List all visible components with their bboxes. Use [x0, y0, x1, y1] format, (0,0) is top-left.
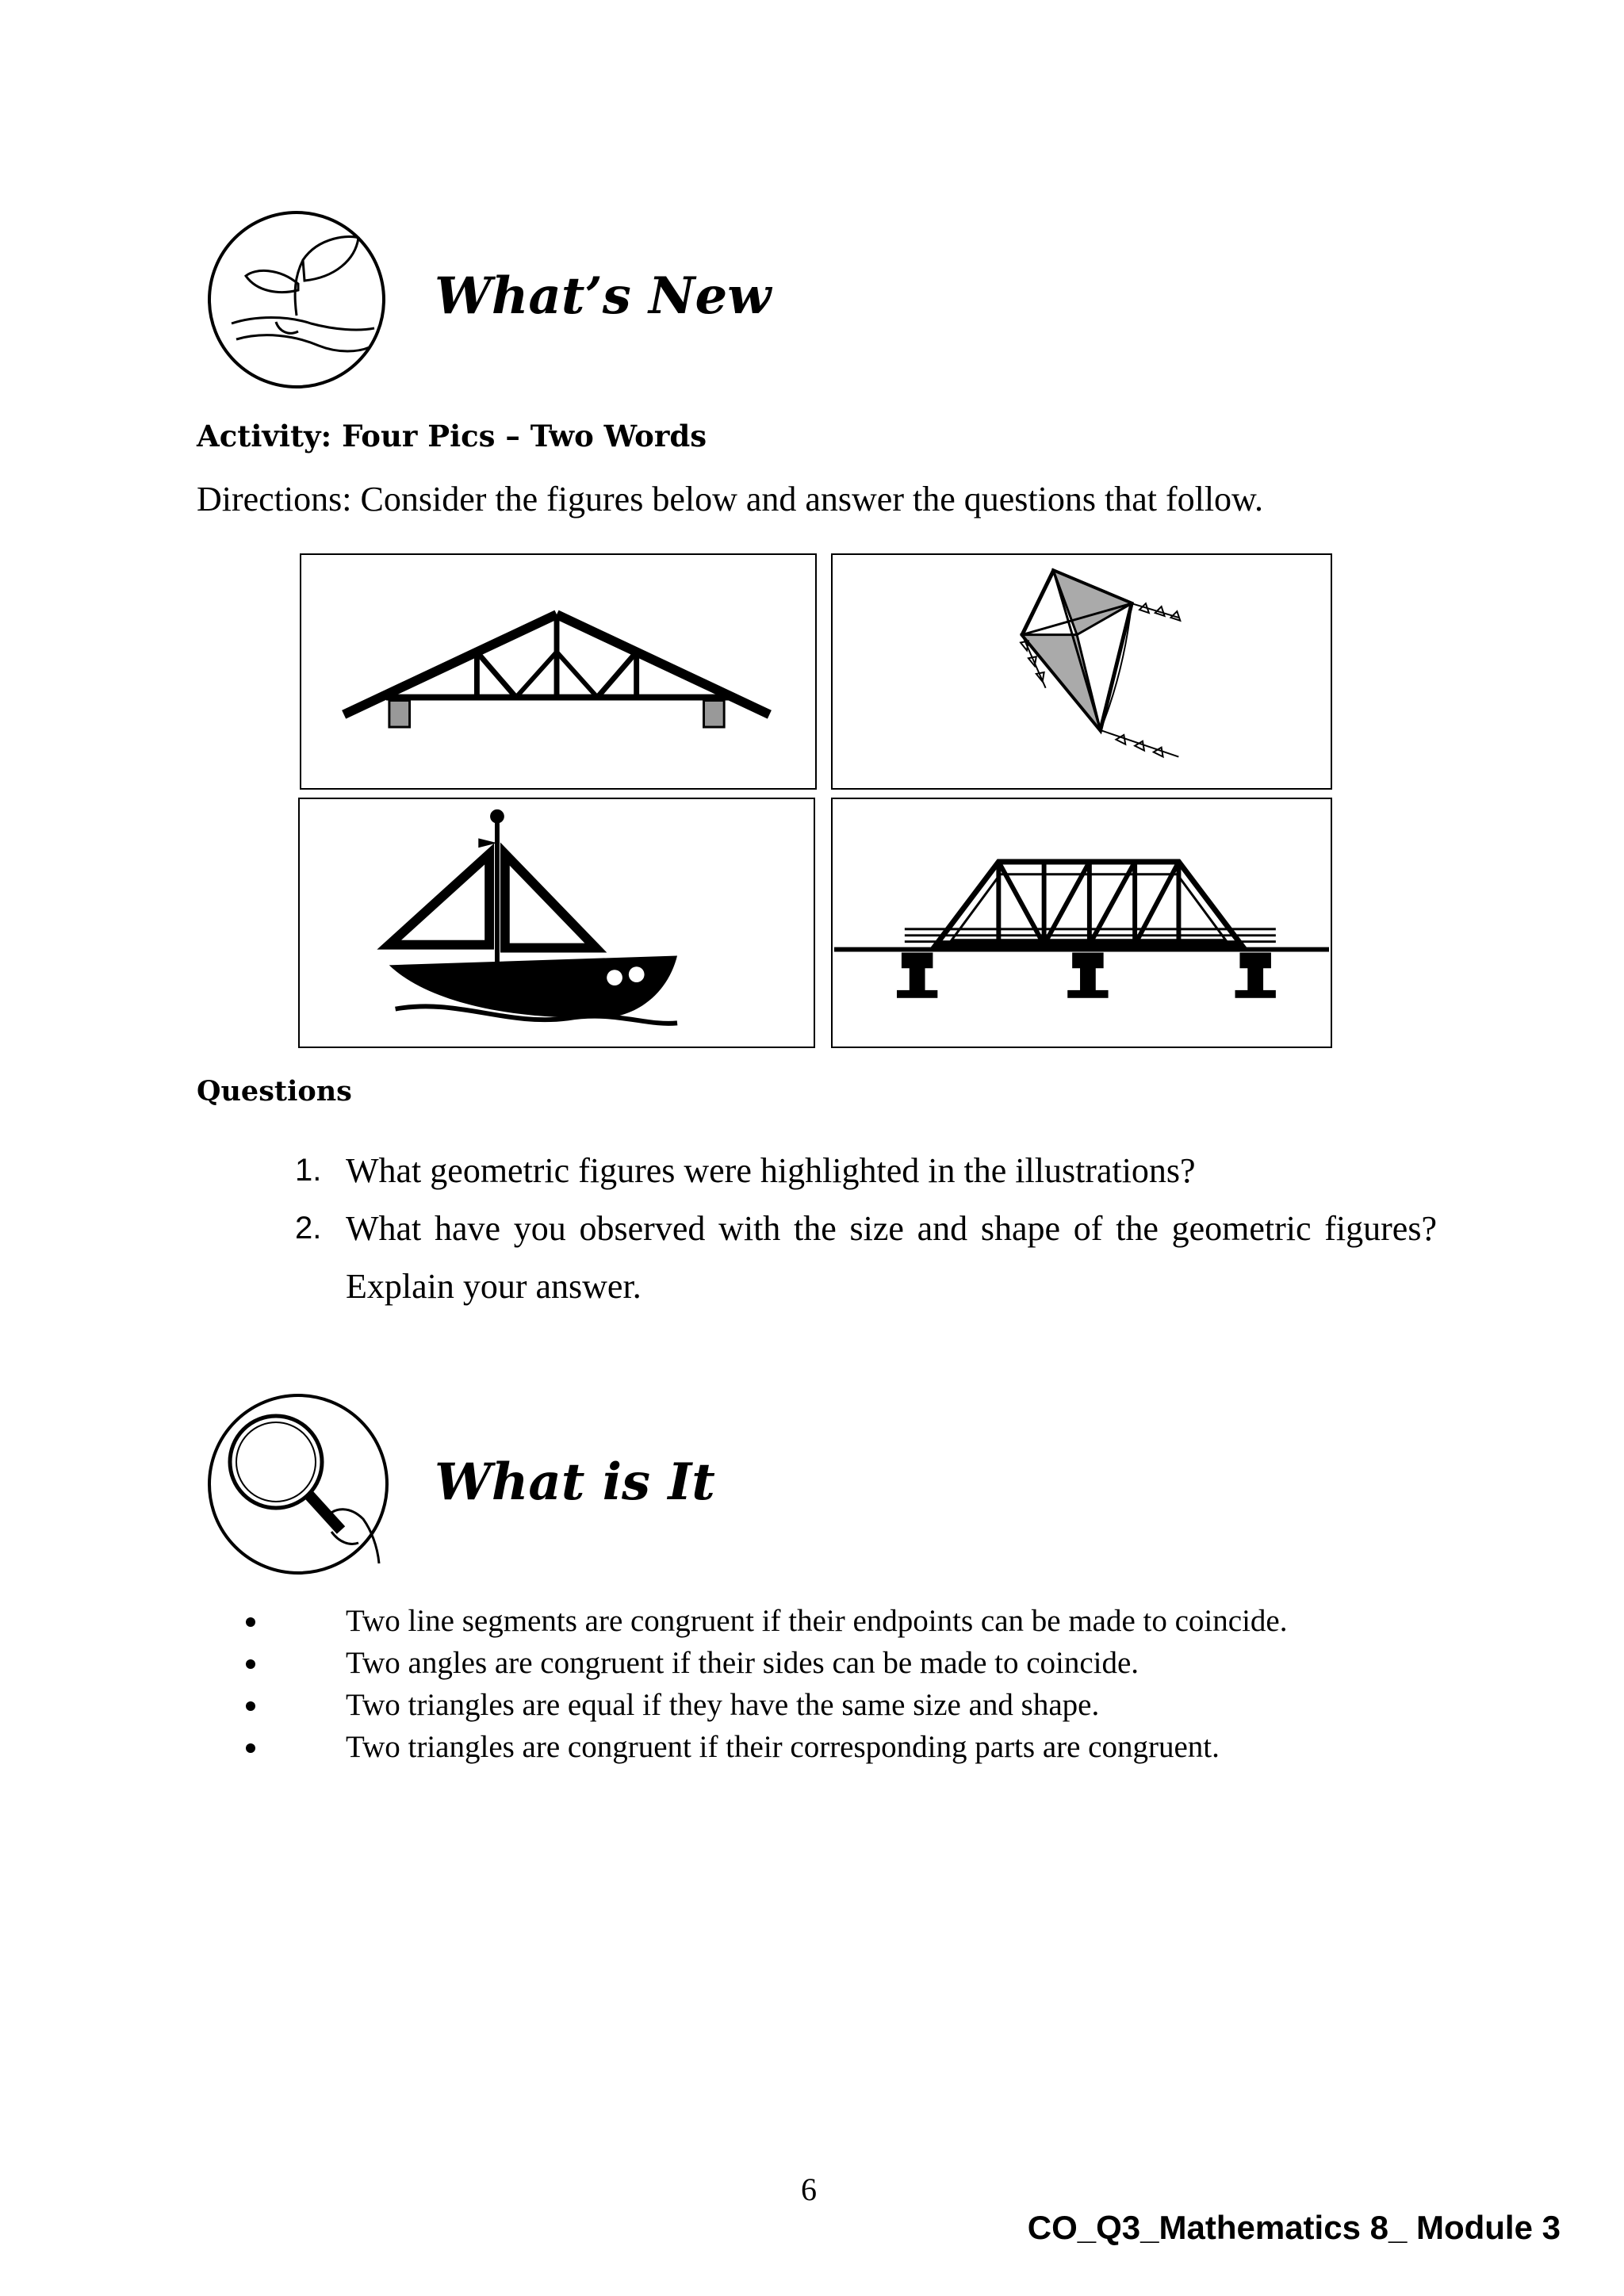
list-item	[246, 1642, 1437, 1684]
kite-icon	[833, 555, 1331, 788]
activity-directions: Directions: Consider the figures below and answer the questions that follow.	[197, 480, 1263, 519]
section-title-whats-new: What’s New	[435, 266, 772, 326]
questions-list	[295, 1142, 1437, 1315]
list-item	[295, 1200, 1437, 1315]
list-item	[246, 1600, 1437, 1642]
question-number: 2.	[295, 1211, 322, 1246]
list-item	[246, 1726, 1437, 1768]
bullet-icon	[246, 1743, 255, 1753]
question-number: 1.	[295, 1153, 322, 1188]
definition-text: Two triangles are congruent if their corresponding parts are congruent.	[346, 1730, 1220, 1764]
bullet-icon	[246, 1659, 255, 1669]
module-code: CO_Q3_Mathematics 8_ Module 3	[1027, 2209, 1561, 2246]
definition-text: Two line segments are congruent if their endpoints can be made to coincide.	[346, 1604, 1288, 1638]
section-title-what-is-it: What is It	[435, 1452, 715, 1512]
activity-title: Activity: Four Pics – Two Words	[197, 419, 707, 453]
sailboat-icon	[300, 799, 814, 1047]
truss-bridge-icon	[833, 799, 1331, 1047]
picture-truss-bridge	[831, 798, 1332, 1048]
question-text: What geometric figures were highlighted in the illustrations?	[346, 1151, 1196, 1190]
magnifying-glass-icon	[200, 1387, 396, 1581]
picture-sailboat	[298, 798, 815, 1048]
question-text: What have you observed with the size and shape of the geometric figures? Explain your answer.	[346, 1209, 1437, 1306]
definition-text: Two angles are congruent if their sides can be made to coincide.	[346, 1646, 1139, 1680]
page-number: 6	[801, 2172, 817, 2207]
picture-roof-truss	[300, 553, 817, 790]
picture-kite	[831, 553, 1332, 790]
roof-truss-icon	[301, 555, 815, 788]
list-item	[295, 1142, 1437, 1200]
definition-text: Two triangles are equal if they have the same size and shape.	[346, 1688, 1100, 1722]
list-item	[246, 1684, 1437, 1726]
questions-heading: Questions	[197, 1075, 352, 1108]
definitions-list	[246, 1600, 1437, 1768]
bullet-icon	[246, 1617, 255, 1627]
bullet-icon	[246, 1701, 255, 1711]
hand-plant-icon	[200, 205, 393, 395]
